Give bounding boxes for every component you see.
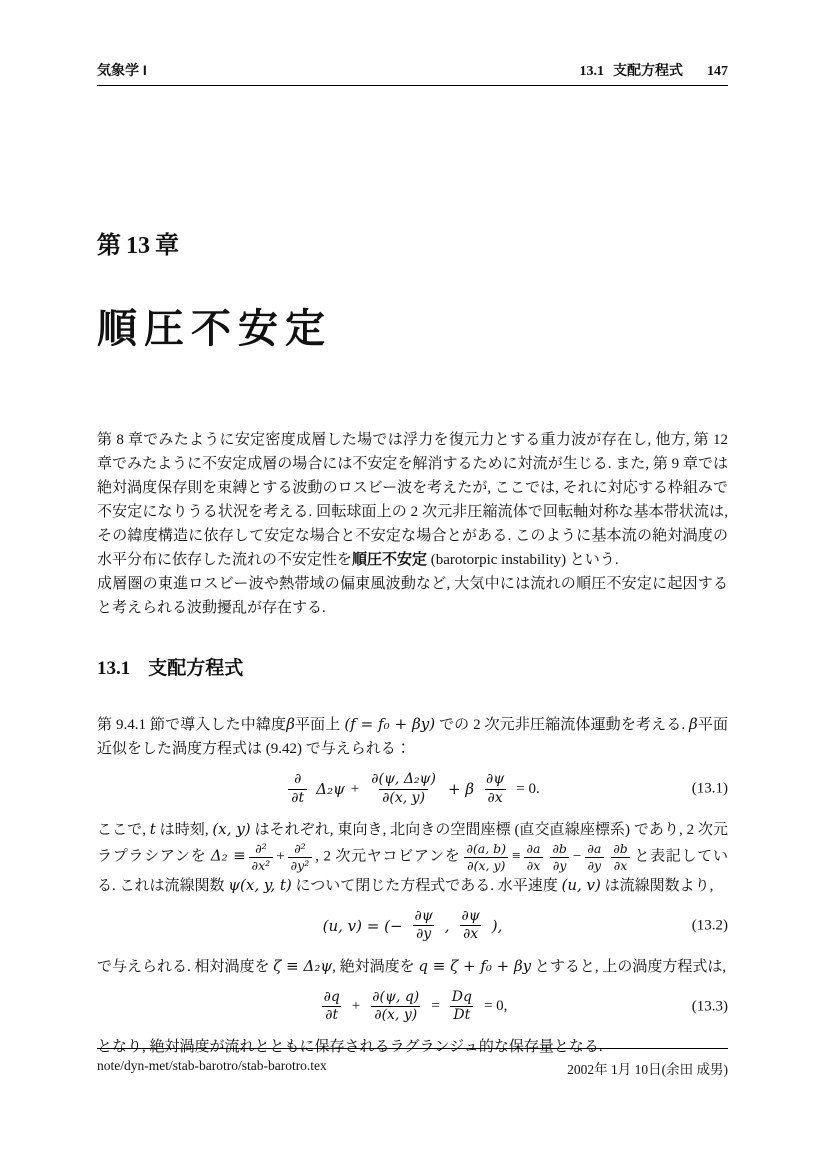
equation-number: (13.1) — [691, 780, 728, 797]
fraction — [610, 842, 630, 873]
equation-13-2 — [97, 906, 728, 946]
fraction — [549, 842, 569, 873]
paragraph-intro-2: 成層圏の東進ロスビー波や熱帯域の偏東風波動など, 大気中には流れの順圧不安定に起因すると考えられる波動擾乱が存在する. — [97, 576, 728, 616]
math-separator: , — [444, 916, 450, 935]
numerator: ∂a — [587, 841, 602, 856]
running-header — [97, 62, 728, 86]
numerator: ∂ — [294, 771, 302, 788]
math-inline-coriolis: (f = f₀ + βy) — [344, 715, 436, 733]
denominator: ∂x — [485, 789, 506, 806]
equation-number: (13.3) — [691, 998, 728, 1014]
section-title: 支配方程式 — [148, 658, 244, 679]
equation-13-1 — [97, 769, 728, 809]
equation-number: (13.2) — [691, 917, 728, 933]
chapter-number: 13 — [126, 233, 150, 259]
paragraph-vorticity-def — [97, 954, 728, 979]
footer-file-path: note/dyn-met/stab-barotro/stab-barotro.tex — [97, 1058, 327, 1073]
chapter-label — [97, 232, 728, 260]
text-run: 第 9.4.1 節で導入した中緯度 — [97, 717, 287, 733]
text-run: と表記している. これは流線関数 — [97, 848, 729, 894]
bold-term-barotropic-instability: 順圧不安定 — [352, 551, 428, 568]
fraction — [321, 990, 343, 1024]
page-footer — [97, 1048, 728, 1078]
fraction — [483, 772, 507, 806]
numerator: ∂a — [526, 841, 541, 856]
denominator: ∂(x, y) — [371, 1006, 420, 1023]
text-run: はそれぞれ, 東向き, 北向きの空間座標 (直交直線座標系) であり, 2 次元ラプラシアンを — [97, 822, 728, 865]
fraction — [288, 772, 307, 806]
math-operator: + β — [448, 780, 475, 798]
denominator: ∂(x, y) — [464, 857, 508, 873]
text-run: (barotorpic instability) という. — [427, 552, 619, 568]
text-run: 第 8 章でみたように安定密度成層した場では浮力を復元力とする重力波が存在し, 他方, 第 12 章でみたように不安定成層の場合には不安定を解消するために対流が生じる. また, 第 9 章では絶対渦度保存則を束縛とする波動のロスビー波を考えたが, ここでは, それに対応する枠組みで不安定になりうる状況を考える. 回転球面上の 2 次元非圧縮流体で回転軸対称な基本帯状流は, その緯度構造に依存して安定な場合と不安定な場合とがある. このように基本流の絶対渦度の水平分布に依存した流れの不安定性を — [97, 432, 728, 568]
fraction — [524, 842, 544, 873]
math-operator: − — [572, 848, 582, 865]
numerator: ∂ψ — [461, 907, 480, 924]
fraction — [369, 990, 422, 1024]
math-inline-streamfunction: ψ(x, y, t) — [228, 875, 292, 894]
math-operator: + — [351, 998, 361, 1014]
math-term: Δ₂ψ — [316, 780, 345, 798]
text-run: で与えられる. 相対渦度を — [97, 958, 274, 975]
numerator: ∂ψ — [414, 907, 433, 924]
denominator: ∂(x, y) — [379, 789, 428, 806]
fraction — [249, 842, 274, 873]
math-inline-relative-vorticity: ζ ≡ Δ₂ψ — [273, 956, 333, 975]
denominator: ∂y — [585, 857, 605, 873]
numerator: ∂b — [552, 841, 567, 856]
denominator: Dt — [450, 1006, 473, 1023]
fraction — [584, 842, 604, 873]
denominator: ∂y — [550, 857, 570, 873]
math-inline-t: t — [149, 820, 156, 838]
fraction — [463, 842, 509, 873]
math-inline-uv: (u, v) — [561, 875, 601, 894]
section-heading — [97, 656, 728, 682]
numerator: ∂ψ — [486, 771, 505, 788]
text-run: 平面近似をした渦度方程式は (9.42) で与えられる： — [97, 717, 728, 757]
fraction — [412, 909, 436, 943]
chapter-label-post: 章 — [155, 232, 179, 259]
denominator: ∂y — [413, 925, 434, 942]
footer-date-author: 2002年 1月 10日(余田 成男) — [567, 1062, 728, 1077]
fraction — [459, 909, 483, 943]
chapter-label-pre: 第 — [97, 232, 121, 259]
numerator: ∂q — [323, 988, 340, 1005]
section-number: 13.1 — [97, 658, 131, 679]
numerator: ∂² — [294, 841, 306, 856]
math-inline-beta: β — [286, 715, 295, 733]
numerator: ∂(ψ, q) — [372, 988, 420, 1005]
text-run: について閉じた方程式である. 水平速度 — [291, 877, 562, 894]
page-number: 147 — [707, 64, 728, 79]
paragraph-conclusion: となり, 絶対渦度が流れとともに保存されるラグランジュ的な保存量となる. — [97, 1038, 603, 1055]
running-header-section — [580, 62, 729, 80]
math-tail: ), — [491, 916, 503, 935]
math-tail: = 0. — [516, 780, 540, 797]
running-header-course: 気象学 I — [97, 62, 147, 78]
chapter-title: 順圧不安定 — [97, 307, 332, 351]
text-run: での 2 次元非圧縮流体運動を考える. — [435, 717, 690, 733]
text-run: , — [315, 848, 324, 865]
denominator: ∂x — [460, 925, 481, 942]
math-inline-beta: β — [689, 715, 698, 733]
math-operator: = — [431, 998, 440, 1014]
math-inline-absolute-vorticity: q ≡ ζ + f₀ + βy — [418, 956, 532, 975]
denominator: ∂t — [288, 789, 307, 806]
equation-13-3 — [97, 987, 728, 1027]
math-tail: = 0, — [483, 998, 508, 1014]
denominator: ∂x — [611, 857, 631, 873]
denominator: ∂y² — [288, 857, 313, 873]
fraction — [288, 842, 313, 873]
text-run: 平面上 — [294, 717, 345, 733]
running-header-section-title: 支配方程式 — [613, 62, 683, 78]
denominator: ∂x — [524, 857, 544, 873]
text-run: 2 次元ヤコビアンを — [323, 848, 461, 865]
math-operator: + — [350, 780, 360, 797]
denominator: ∂t — [322, 1006, 341, 1023]
math-operator: ≡ — [512, 848, 521, 865]
numerator: ∂² — [255, 841, 267, 856]
paragraph-governing-eq-intro — [97, 712, 728, 761]
fraction — [368, 772, 439, 806]
text-run: は流線関数より, — [600, 877, 714, 894]
math-inline-laplacian: Δ₂ ≡ — [210, 846, 246, 865]
numerator: ∂(a, b) — [466, 841, 507, 856]
fraction — [449, 990, 475, 1024]
text-run: とすると, 上の渦度方程式は, — [531, 958, 727, 975]
denominator: ∂x² — [249, 857, 274, 873]
paragraph-notation — [97, 817, 728, 898]
text-run: , 絶対渦度を — [332, 958, 419, 975]
numerator: Dq — [451, 988, 472, 1005]
text-run: は時刻, — [155, 822, 213, 838]
numerator: ∂(ψ, Δ₂ψ) — [371, 771, 436, 788]
math-lead: (u, v) = (− — [322, 916, 403, 935]
running-header-section-number: 13.1 — [579, 64, 604, 79]
math-operator: + — [276, 848, 285, 865]
text-run: ここで, — [97, 822, 150, 838]
numerator: ∂b — [613, 841, 628, 856]
paragraph-intro-1 — [97, 428, 728, 572]
math-inline-xy: (x, y) — [212, 820, 251, 838]
